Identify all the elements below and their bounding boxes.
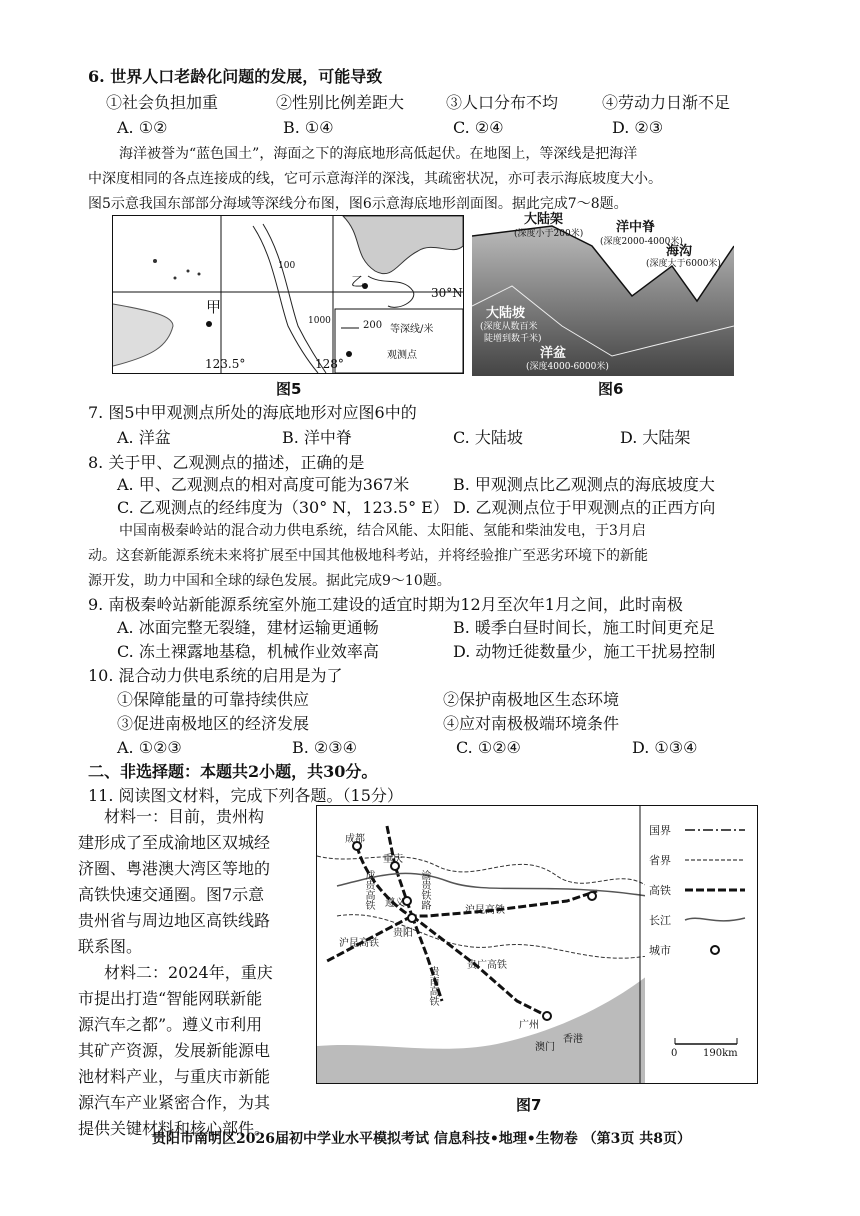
q10-option-b: B. ②③④ <box>292 738 357 757</box>
q9-option-b: B. 暖季白昼时间长，施工时间更充足 <box>453 618 715 637</box>
fig5-lat-label: 30°N <box>431 286 463 300</box>
q10-option-d: D. ①③④ <box>632 738 698 757</box>
fig7-city-chongqing: 重庆 <box>383 854 403 865</box>
fig5-contour-100: 100 <box>278 261 296 271</box>
fig7-legend-hsr: 高铁 <box>649 884 671 897</box>
fig7-city-xianggang: 香港 <box>563 1034 583 1045</box>
q8-option-c: C. 乙观测点的经纬度为（30° N，123.5° E） <box>117 498 449 517</box>
fig7-rail-chenggui: 成贵高铁 <box>363 870 374 910</box>
fig7-legend-province: 省界 <box>649 854 671 867</box>
figure-5-map <box>112 215 464 374</box>
passage2-line-2: 动。这套新能源系统未来将扩展至中国其他极地科考站，并将经验推广至恶劣环境下的新能 <box>88 548 648 564</box>
q6-option-b: B. ①④ <box>283 118 334 137</box>
q6-item-3: ③人口分布不均 <box>446 93 559 112</box>
page-footer: 贵阳市南明区2026届初中学业水平模拟考试 信息科技•地理•生物卷 （第3页 共8页） <box>152 1131 691 1147</box>
q11-material-line: 高铁快速交通圈。图7示意 <box>78 885 265 904</box>
q10-item-1: ①保障能量的可靠持续供应 <box>117 690 310 709</box>
passage1-line-3: 图5示意我国东部部分海域等深线分布图，图6示意海底地形剖面图。据此完成7～8题。 <box>88 196 628 212</box>
q6-stem: 6. 世界人口老龄化问题的发展，可能导致 <box>88 67 383 86</box>
fig6-ridge: 洋中脊 <box>616 220 656 235</box>
fig5-point-jia: 甲 <box>206 298 222 316</box>
fig7-city-guiyang: 贵阳 <box>393 928 413 939</box>
q11-material-line: 源汽车之都”。遵义市利用 <box>78 1015 263 1034</box>
passage1-line-2: 中深度相同的各点连接成的线，它可示意海洋的深浅，其疏密状况，亦可表示海底坡度大小。 <box>88 171 662 187</box>
q8-option-a: A. 甲、乙观测点的相对高度可能为367米 <box>117 475 410 494</box>
q11-material-line: 贵州省与周边地区高铁线路 <box>78 911 271 930</box>
q6-option-c: C. ②④ <box>453 118 504 137</box>
q11-material-line: 联系图。 <box>78 937 143 956</box>
q9-option-a: A. 冰面完整无裂缝，建材运输更通畅 <box>117 618 379 637</box>
q9-option-c: C. 冻土裸露地基稳，机械作业效率高 <box>117 642 379 661</box>
q6-item-2: ②性别比例差距大 <box>276 93 405 112</box>
q7-option-a: A. 洋盆 <box>117 428 171 447</box>
q11-material-line: 济圈、粤港澳大湾区等地的 <box>78 859 271 878</box>
q9-stem: 9. 南极秦岭站新能源系统室外施工建设的适宜时期为12月至次年1月之间，此时南极 <box>88 595 683 614</box>
fig5-legend-point: 观测点 <box>387 350 417 361</box>
q10-item-2: ②保护南极地区生态环境 <box>443 690 620 709</box>
fig6-slope: 大陆坡 <box>486 306 526 321</box>
fig6-shelf: 大陆架 <box>524 212 564 227</box>
q11-material-line: 建形成了至成渝地区双城经 <box>78 833 271 852</box>
fig6-trench: 海沟 <box>666 244 693 259</box>
q11-material-line: 源汽车产业紧密合作，为其 <box>78 1093 271 1112</box>
q6-option-d: D. ②③ <box>612 118 664 137</box>
fig7-rail-hukun-west: 沪昆高铁 <box>339 938 379 949</box>
q11-material-line: 其矿产资源，发展新能源电 <box>78 1041 271 1060</box>
q7-option-b: B. 洋中脊 <box>282 428 352 447</box>
q10-item-3: ③促进南极地区的经济发展 <box>117 714 310 733</box>
q11-material <box>78 806 310 1140</box>
figure-6-profile <box>472 206 734 376</box>
q7-option-c: C. 大陆坡 <box>453 428 523 447</box>
fig6-basin-note: (深度4000-6000米) <box>526 362 609 372</box>
q8-option-d: D. 乙观测点位于甲观测点的正西方向 <box>453 498 716 517</box>
q11-material-line: 提供关键材料和核心部件。 <box>78 1119 271 1138</box>
fig6-caption: 图6 <box>598 380 624 398</box>
q7-stem: 7. 图5中甲观测点所处的海底地形对应图6中的 <box>88 403 417 422</box>
fig5-legend-contour-text: 等深线/米 <box>390 324 434 335</box>
q6-item-4: ④劳动力日渐不足 <box>602 93 731 112</box>
fig7-scale-distance: 190km <box>703 1048 738 1059</box>
fig5-lon2-label: 128° <box>315 357 344 371</box>
fig7-city-zunyi: 遵义 <box>385 898 405 909</box>
fig6-slope-note-1: (深度从数百米 <box>480 322 538 332</box>
passage2-line-3: 源开发，助力中国和全球的绿色发展。据此完成9～10题。 <box>88 573 451 589</box>
fig7-city-chengdu: 成都 <box>345 834 365 845</box>
q7-option-d: D. 大陆架 <box>620 428 691 447</box>
fig7-rail-guiguang: 贵广高铁 <box>467 960 507 971</box>
figure-7-legend <box>645 805 758 1084</box>
q8-stem: 8. 关于甲、乙观测点的描述，正确的是 <box>88 453 365 472</box>
q10-option-a: A. ①②③ <box>117 738 182 757</box>
fig7-rail-guinan: 贵南高铁 <box>427 966 438 1006</box>
q6-option-a: A. ①② <box>117 118 168 137</box>
fig7-legend-yangtze: 长江 <box>649 914 671 927</box>
fig7-legend-city: 城市 <box>649 944 671 957</box>
fig7-scale-zero: 0 <box>671 1048 678 1059</box>
fig5-legend-contour-value: 200 <box>363 320 383 331</box>
fig7-legend-border: 国界 <box>649 824 671 837</box>
fig6-ridge-note: (深度2000-4000米) <box>600 237 683 247</box>
section2-heading: 二、非选择题：本题共2小题，共30分。 <box>88 762 378 781</box>
fig5-caption: 图5 <box>276 380 302 398</box>
q10-option-c: C. ①②④ <box>456 738 521 757</box>
fig6-basin: 洋盆 <box>540 346 567 361</box>
fig7-caption: 图7 <box>516 1096 542 1114</box>
fig7-city-guangzhou: 广州 <box>519 1020 539 1031</box>
q11-material-line: 池材料产业，与重庆市新能 <box>78 1067 271 1086</box>
passage1-line-1: 海洋被誉为“蓝色国土”，海面之下的海底地形高低起伏。在地图上，等深线是把海洋 <box>119 146 638 162</box>
figure-6-drawing <box>472 206 734 376</box>
fig5-point-yi: 乙 <box>351 275 365 290</box>
fig7-rail-yugui: 渝贵铁路 <box>419 870 430 910</box>
q11-material-line: 材料一：目前，贵州构 <box>104 807 265 826</box>
fig7-rail-hukun: 沪昆高铁 <box>465 905 505 916</box>
q11-material-line: 市提出打造“智能网联新能 <box>78 989 263 1008</box>
q10-item-4: ④应对南极极端环境条件 <box>443 714 620 733</box>
passage2-line-1: 中国南极秦岭站的混合动力供电系统，结合风能、太阳能、氢能和柴油发电，于3月启 <box>119 523 646 539</box>
fig5-lon1-label: 123.5° <box>205 357 246 371</box>
q8-option-b: B. 甲观测点比乙观测点的海底坡度大 <box>453 475 715 494</box>
fig5-contour-1000: 1000 <box>308 316 331 326</box>
fig7-city-aomen: 澳门 <box>535 1042 555 1053</box>
q10-stem: 10. 混合动力供电系统的启用是为了 <box>88 666 343 685</box>
figure-7-map <box>316 805 648 1084</box>
q6-item-1: ①社会负担加重 <box>106 93 219 112</box>
q11-material-line: 材料二：2024年，重庆 <box>104 963 273 982</box>
fig6-shelf-note: (深度小于200米) <box>514 229 584 239</box>
fig6-trench-note: (深度大于6000米) <box>646 259 721 269</box>
fig6-slope-note-2: 陡增到数千米) <box>484 334 542 344</box>
q9-option-d: D. 动物迁徙数量少，施工干扰易控制 <box>453 642 716 661</box>
q11-stem: 11. 阅读图文材料，完成下列各题。（15分） <box>88 786 403 805</box>
